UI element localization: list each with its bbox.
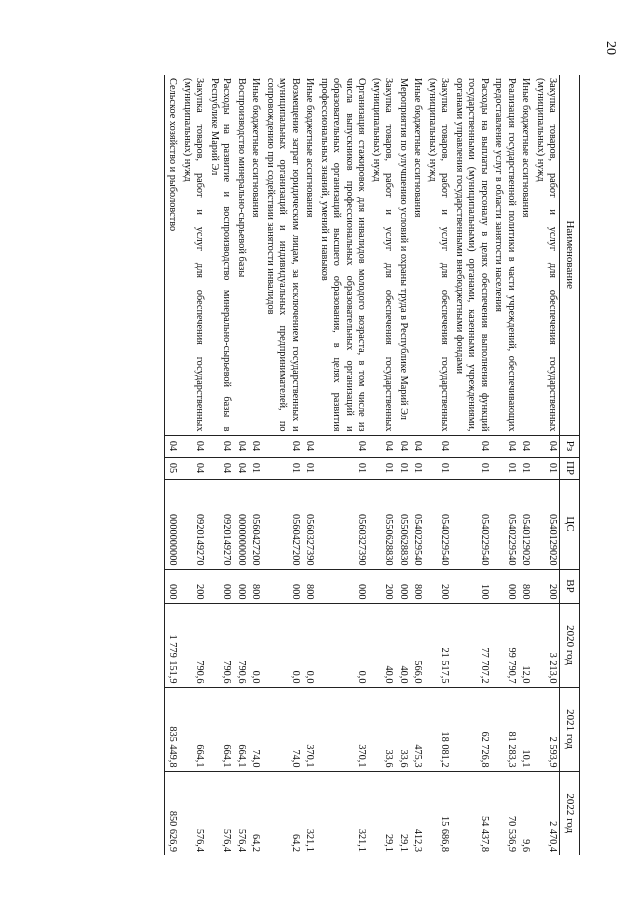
row-value-2022: 850 626,9 bbox=[165, 771, 180, 855]
row-value-2022: 64,2 bbox=[248, 771, 263, 855]
row-value-2021: 664,1 bbox=[234, 687, 249, 771]
row-rz: 04 bbox=[410, 435, 425, 457]
row-value-2020: 3 213,0 bbox=[533, 603, 561, 687]
table-row bbox=[518, 75, 533, 855]
row-vr: 100 bbox=[452, 569, 492, 603]
row-name: Сельское хозяйство и рыболовство bbox=[165, 75, 180, 435]
row-value-2020: 1 779 151,9 bbox=[165, 603, 180, 687]
row-cs: 0000000000 bbox=[165, 479, 180, 569]
table-row bbox=[302, 75, 317, 855]
row-value-2021: 475,3 bbox=[410, 687, 425, 771]
row-pr: 04 bbox=[180, 457, 207, 479]
table-row bbox=[369, 75, 396, 855]
row-vr: 000 bbox=[396, 569, 411, 603]
row-cs: 0540129020 bbox=[533, 479, 561, 569]
row-rz: 04 bbox=[207, 435, 234, 457]
row-vr: 000 bbox=[317, 569, 369, 603]
row-value-2022: 9,6 bbox=[518, 771, 533, 855]
table-header-row bbox=[560, 75, 580, 855]
row-pr: 01 bbox=[248, 457, 263, 479]
row-rz: 04 bbox=[369, 435, 396, 457]
row-name: Расходы на выплаты персоналу в целях обеспечения выполнения функций государственными (муниципальными) органами, казенными учреждениями, органами управления государственными внебюджетными фондами bbox=[454, 78, 490, 432]
row-pr: 01 bbox=[452, 457, 492, 479]
row-name: Возмещение затрат юридическим лицам, за исключением государственных и муниципальных организаций и индивидуальных предпринимателей, по сопровождению при содействии занятости инвалидов bbox=[265, 78, 301, 432]
row-value-2021: 33,6 bbox=[396, 687, 411, 771]
row-rz: 04 bbox=[180, 435, 207, 457]
row-rz: 04 bbox=[396, 435, 411, 457]
table-row bbox=[234, 75, 249, 855]
table-row bbox=[248, 75, 263, 855]
rotated-page-content bbox=[70, 75, 580, 855]
row-pr: 01 bbox=[302, 457, 317, 479]
row-pr: 01 bbox=[369, 457, 396, 479]
row-rz: 04 bbox=[263, 435, 303, 457]
row-value-2021: 664,1 bbox=[207, 687, 234, 771]
row-value-2022: 54 437,8 bbox=[452, 771, 492, 855]
table-row bbox=[180, 75, 207, 855]
row-value-2022: 412,3 bbox=[410, 771, 425, 855]
row-value-2022: 64,2 bbox=[263, 771, 303, 855]
row-value-2022: 29,1 bbox=[369, 771, 396, 855]
row-name: Воспроизводство минерально-сырьевой базы bbox=[236, 78, 247, 278]
row-value-2020: 0,0 bbox=[263, 603, 303, 687]
table-row bbox=[263, 75, 303, 855]
row-value-2022: 576,4 bbox=[234, 771, 249, 855]
header-vr: ВР bbox=[560, 569, 580, 603]
row-value-2021: 18 081,2 bbox=[425, 687, 452, 771]
row-rz: 04 bbox=[317, 435, 369, 457]
header-2021: 2021 год bbox=[560, 687, 580, 771]
row-cs: 0000000000 bbox=[234, 479, 249, 569]
row-value-2020: 790,6 bbox=[207, 603, 234, 687]
row-value-2021: 81 283,3 bbox=[491, 687, 518, 771]
header-rz: Рз bbox=[560, 435, 580, 457]
table-row bbox=[533, 75, 561, 855]
row-vr: 200 bbox=[180, 569, 207, 603]
row-pr: 01 bbox=[491, 457, 518, 479]
page-number: 20 bbox=[603, 41, 618, 55]
table-row bbox=[491, 75, 518, 855]
row-cs: 0540229540 bbox=[452, 479, 492, 569]
row-pr: 01 bbox=[518, 457, 533, 479]
row-value-2020: 790,6 bbox=[234, 603, 249, 687]
row-value-2022: 29,1 bbox=[396, 771, 411, 855]
row-cs: 0550628830 bbox=[369, 479, 396, 569]
row-value-2022: 576,4 bbox=[180, 771, 207, 855]
row-value-2020: 99 790,7 bbox=[491, 603, 518, 687]
row-value-2021: 835 449,8 bbox=[165, 687, 180, 771]
row-vr: 800 bbox=[248, 569, 263, 603]
row-value-2021: 74,0 bbox=[263, 687, 303, 771]
row-value-2021: 74,0 bbox=[248, 687, 263, 771]
row-value-2020: 790,6 bbox=[180, 603, 207, 687]
row-name: Закупка товаров, работ и услуг для обеспечения государственных (муниципальных) нужд bbox=[535, 78, 559, 432]
table-row bbox=[410, 75, 425, 855]
row-cs: 0560427200 bbox=[263, 479, 303, 569]
row-vr: 200 bbox=[425, 569, 452, 603]
row-rz: 04 bbox=[491, 435, 518, 457]
row-cs: 0920149270 bbox=[207, 479, 234, 569]
row-name: Реализация государственной политики в части учреждений, обеспечивающих предоставление услуг в области занятости населения bbox=[493, 78, 517, 432]
row-rz: 04 bbox=[248, 435, 263, 457]
row-cs: 0540229540 bbox=[425, 479, 452, 569]
row-pr: 05 bbox=[165, 457, 180, 479]
row-pr: 01 bbox=[317, 457, 369, 479]
row-value-2020: 77 707,2 bbox=[452, 603, 492, 687]
row-value-2022: 576,4 bbox=[207, 771, 234, 855]
table-row bbox=[317, 75, 369, 855]
row-vr: 000 bbox=[234, 569, 249, 603]
header-2020: 2020 год bbox=[560, 603, 580, 687]
row-value-2022: 2 470,4 bbox=[533, 771, 561, 855]
row-rz: 04 bbox=[518, 435, 533, 457]
row-rz: 04 bbox=[425, 435, 452, 457]
row-vr: 800 bbox=[410, 569, 425, 603]
row-name: Расходы на развитие и воспроизводство минерально-сырьевой базы в Республике Марий Эл bbox=[209, 78, 233, 432]
row-name: Иные бюджетные ассигнования bbox=[520, 78, 532, 218]
header-name: Наименование bbox=[560, 75, 580, 435]
row-name: Мероприятия по улучшению условий и охраны труда в Республике Марий Эл bbox=[398, 78, 409, 420]
row-value-2021: 10,1 bbox=[518, 687, 533, 771]
row-name: Закупка товаров, работ и услуг для обеспечения государственных (муниципальных) нужд bbox=[371, 78, 395, 432]
row-name: Организация стажировок для инвалидов молодого возраста, в том числе из числа выпускников профессиональных образовательных организаций и образовательных организаций высшего образования, в целях развития профессиональных знаний, умений и навыков bbox=[319, 78, 368, 432]
row-vr: 000 bbox=[165, 569, 180, 603]
row-rz: 04 bbox=[533, 435, 561, 457]
row-value-2021: 2 593,9 bbox=[533, 687, 561, 771]
row-rz: 04 bbox=[234, 435, 249, 457]
row-vr: 200 bbox=[369, 569, 396, 603]
table-row bbox=[452, 75, 492, 855]
row-value-2020: 0,0 bbox=[302, 603, 317, 687]
table-row bbox=[207, 75, 234, 855]
row-value-2022: 321,1 bbox=[317, 771, 369, 855]
row-name: Закупка товаров, работ и услуг для обеспечения государственных (муниципальных) нужд bbox=[182, 78, 206, 432]
row-vr: 800 bbox=[518, 569, 533, 603]
row-cs: 0920149270 bbox=[180, 479, 207, 569]
table-row bbox=[425, 75, 452, 855]
row-value-2020: 40,0 bbox=[369, 603, 396, 687]
row-value-2021: 370,1 bbox=[302, 687, 317, 771]
row-pr: 01 bbox=[263, 457, 303, 479]
row-value-2020: 0,0 bbox=[317, 603, 369, 687]
row-name: Иные бюджетные ассигнования bbox=[304, 78, 316, 218]
row-vr: 000 bbox=[263, 569, 303, 603]
row-value-2020: 0,0 bbox=[248, 603, 263, 687]
row-rz: 04 bbox=[302, 435, 317, 457]
row-value-2020: 12,0 bbox=[518, 603, 533, 687]
row-name: Закупка товаров, работ и услуг для обеспечения государственных (муниципальных) нужд bbox=[427, 78, 451, 432]
row-cs: 0560327390 bbox=[302, 479, 317, 569]
table-row bbox=[396, 75, 411, 855]
row-cs: 0560427200 bbox=[248, 479, 263, 569]
row-value-2021: 33,6 bbox=[369, 687, 396, 771]
row-value-2022: 15 686,8 bbox=[425, 771, 452, 855]
row-cs: 0550628830 bbox=[396, 479, 411, 569]
row-pr: 01 bbox=[410, 457, 425, 479]
row-name: Иные бюджетные ассигнования bbox=[412, 78, 424, 218]
row-vr: 200 bbox=[533, 569, 561, 603]
table-row bbox=[165, 75, 180, 855]
row-cs: 0540229540 bbox=[410, 479, 425, 569]
row-pr: 01 bbox=[396, 457, 411, 479]
row-cs: 0560327390 bbox=[317, 479, 369, 569]
row-value-2021: 62 726,8 bbox=[452, 687, 492, 771]
row-value-2021: 664,1 bbox=[180, 687, 207, 771]
row-value-2020: 21 517,5 bbox=[425, 603, 452, 687]
row-pr: 04 bbox=[234, 457, 249, 479]
row-cs: 0540229540 bbox=[491, 479, 518, 569]
row-pr: 01 bbox=[425, 457, 452, 479]
header-cs: ЦС bbox=[560, 479, 580, 569]
row-pr: 01 bbox=[533, 457, 561, 479]
row-cs: 0540129020 bbox=[518, 479, 533, 569]
row-value-2020: 40,0 bbox=[396, 603, 411, 687]
budget-table bbox=[164, 75, 580, 855]
row-value-2020: 566,0 bbox=[410, 603, 425, 687]
row-vr: 000 bbox=[491, 569, 518, 603]
row-value-2022: 70 536,9 bbox=[491, 771, 518, 855]
row-vr: 000 bbox=[207, 569, 234, 603]
row-rz: 04 bbox=[165, 435, 180, 457]
row-pr: 04 bbox=[207, 457, 234, 479]
row-rz: 04 bbox=[452, 435, 492, 457]
row-vr: 800 bbox=[302, 569, 317, 603]
row-name: Иные бюджетные ассигнования bbox=[250, 78, 262, 218]
header-2022: 2022 год bbox=[560, 771, 580, 855]
row-value-2022: 321,1 bbox=[302, 771, 317, 855]
header-pr: ПР bbox=[560, 457, 580, 479]
row-value-2021: 370,1 bbox=[317, 687, 369, 771]
